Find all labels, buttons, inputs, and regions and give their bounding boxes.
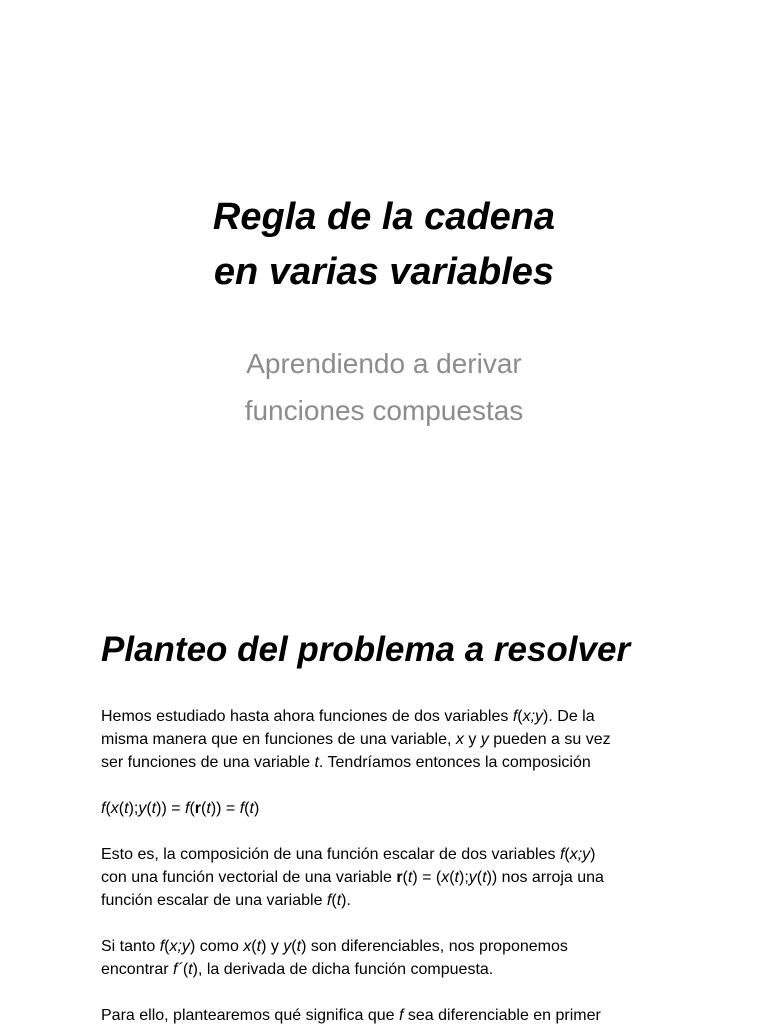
text-line: misma manera que en funciones de una variable, x y y pueden a su vez [101,731,611,748]
paragraph-goal [101,935,671,981]
body-text [101,705,671,1024]
text-line: Para ello, plantearemos qué significa que f sea diferenciable en primer [101,1007,601,1024]
text-line: función escalar de una variable f(t). [101,892,351,909]
section-heading: Planteo del problema a resolver [101,630,631,669]
text-line: encontrar f´(t), la derivada de dicha función compuesta. [101,961,494,978]
main-title-line-1: Regla de la cadena [212,196,556,238]
text-line: ser funciones de una variable t. Tendríamos entonces la composición [101,754,591,771]
text-line: Esto es, la composición de una función escalar de dos variables f(x;y) [101,846,596,863]
text-line: Si tanto f(x;y) como x(t) y y(t) son diferenciables, nos proponemos [101,938,568,955]
text-line: Hemos estudiado hasta ahora funciones de dos variables f(x;y). De la [101,708,595,725]
main-title-line-2: en varias variables [213,251,555,293]
subtitle-line-1: Aprendiendo a derivar [246,348,522,379]
subtitle-line-2: funciones compuestas [244,395,524,426]
title-slide [0,190,768,434]
text-line: con una función vectorial de una variable r(t) = (x(t);y(t)) nos arroja una [101,869,604,886]
paragraph-next [101,1004,671,1024]
subtitle [0,340,768,434]
paragraph-explanation [101,843,671,912]
composition-formula: f(x(t);y(t)) = f(r(t)) = f(t) [101,800,260,817]
paragraph-formula [101,797,671,820]
main-title [0,190,768,300]
paragraph-intro [101,705,671,774]
